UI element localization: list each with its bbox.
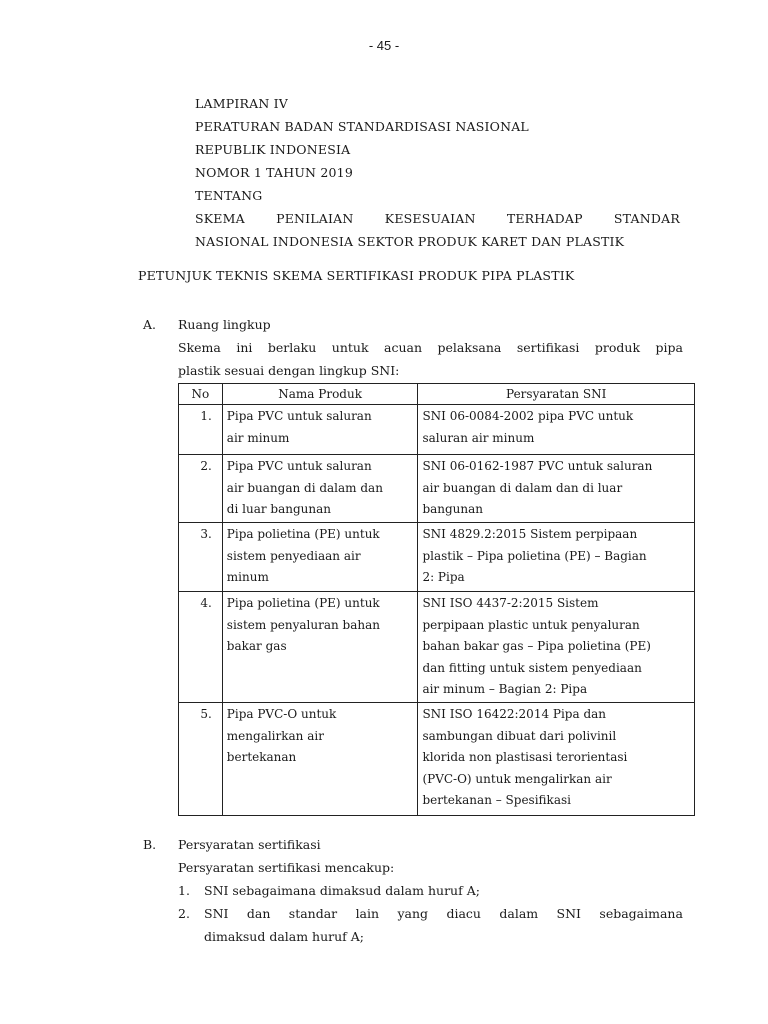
cell-line: sambungan dibuat dari polivinil: [422, 728, 617, 743]
table-row: [179, 592, 695, 703]
column-header-product: Nama Produk: [222, 384, 418, 405]
cell-line: saluran air minum: [422, 430, 535, 445]
list-number: 1.: [178, 883, 190, 898]
table-row: [179, 455, 695, 523]
header-word: KESESUAIAN: [384, 211, 476, 226]
list-word: dan: [246, 906, 271, 921]
cell-line: Pipa polietina (PE) untuk: [226, 527, 380, 541]
section-a-heading: Ruang lingkup: [178, 317, 271, 332]
intro-word: produk: [594, 340, 641, 355]
cell-line: 2: Pipa: [422, 570, 465, 584]
cell-line: mengalirkan air: [226, 728, 324, 743]
intro-word: acuan: [384, 340, 423, 355]
intro-word: Skema: [178, 340, 221, 355]
column-header-sni: Persyaratan SNI: [418, 384, 695, 405]
cell-line: sistem penyediaan air: [226, 548, 361, 563]
document-title: PETUNJUK TEKNIS SKEMA SERTIFIKASI PRODUK PIPA PLASTIK: [138, 268, 575, 283]
header-line: REPUBLIK INDONESIA: [195, 142, 351, 157]
list-item: [178, 902, 683, 925]
cell-line: air buangan di dalam dan: [226, 480, 383, 495]
section-a-intro-line1: [178, 336, 683, 359]
cell-line: sistem penyaluran bahan: [226, 617, 380, 632]
product-cell: [222, 703, 418, 816]
row-number: 5.: [179, 703, 223, 816]
cell-line: (PVC-O) untuk mengalirkan air: [422, 771, 612, 786]
cell-line: SNI 06-0162-1987 PVC untuk saluran: [422, 459, 653, 473]
table-header-row: [179, 384, 695, 405]
list-word: dalam: [499, 906, 539, 921]
sni-cell: [418, 703, 695, 816]
document-header: [195, 92, 680, 253]
list-number: 2.: [178, 906, 190, 921]
sni-cell: [418, 405, 695, 455]
cell-line: SNI 06-0084-2002 pipa PVC untuk: [422, 409, 634, 423]
list-word: standar: [288, 906, 338, 921]
header-line: LAMPIRAN IV: [195, 96, 288, 111]
cell-line: plastik – Pipa polietina (PE) – Bagian: [422, 548, 647, 563]
cell-line: bertekanan: [226, 750, 297, 764]
product-cell: [222, 405, 418, 455]
sni-table: [178, 383, 695, 816]
row-number: 1.: [179, 405, 223, 455]
list-word: SNI: [556, 906, 581, 921]
product-cell: [222, 455, 418, 523]
intro-word: pelaksana: [437, 340, 502, 355]
section-a-label: A.: [143, 317, 157, 332]
header-subject-line1: [195, 207, 680, 230]
header-line: NOMOR 1 TAHUN 2019: [195, 165, 353, 180]
cell-line: perpipaan plastic untuk penyaluran: [422, 617, 640, 632]
header-line: PERATURAN BADAN STANDARDISASI NASIONAL: [195, 119, 529, 134]
header-word: SKEMA: [195, 211, 245, 226]
cell-line: air minum: [226, 430, 290, 445]
list-word: lain: [355, 906, 380, 921]
row-number: 2.: [179, 455, 223, 523]
list-word: diacu: [446, 906, 481, 921]
sni-cell: [418, 592, 695, 703]
cell-line: bertekanan – Spesifikasi: [422, 793, 571, 807]
cell-line: dan fitting untuk sistem penyediaan: [422, 660, 642, 675]
column-header-no: No: [179, 384, 223, 405]
row-number: 4.: [179, 592, 223, 703]
header-word: PENILAIAN: [276, 211, 354, 226]
cell-line: bahan bakar gas – Pipa polietina (PE): [422, 639, 651, 653]
cell-line: Pipa PVC-O untuk: [226, 707, 337, 721]
header-word: TERHADAP: [506, 211, 583, 226]
cell-line: SNI ISO 16422:2014 Pipa dan: [422, 707, 607, 721]
list-item-continuation: [178, 925, 683, 948]
list-text: [204, 902, 683, 925]
sni-cell: [418, 523, 695, 592]
list-word: yang: [397, 906, 429, 921]
cell-line: Pipa PVC untuk saluran: [226, 459, 372, 473]
header-subject-line2: NASIONAL INDONESIA SEKTOR PRODUK KARET DAN PLASTIK: [195, 234, 625, 249]
cell-line: bakar gas: [226, 639, 287, 653]
cell-line: SNI 4829.2:2015 Sistem perpipaan: [422, 527, 638, 541]
list-word: SNI: [204, 906, 229, 921]
intro-word: untuk: [331, 340, 369, 355]
list-item: [178, 879, 683, 902]
cell-line: SNI ISO 4437-2:2015 Sistem: [422, 596, 599, 610]
intro-word: sertifikasi: [516, 340, 580, 355]
cell-line: minum: [226, 570, 269, 584]
sni-cell: [418, 455, 695, 523]
list-text: SNI sebagaimana dimaksud dalam huruf A;: [204, 883, 480, 898]
cell-line: klorida non plastisasi terorientasi: [422, 750, 628, 764]
section-b-heading: Persyaratan sertifikasi: [178, 837, 321, 852]
header-word: STANDAR: [613, 211, 680, 226]
table-row: [179, 405, 695, 455]
list-word: sebagaimana: [599, 906, 683, 921]
cell-line: bangunan: [422, 502, 484, 516]
cell-line: Pipa PVC untuk saluran: [226, 409, 372, 423]
section-a-intro-line2: plastik sesuai dengan lingkup SNI:: [178, 363, 400, 378]
table-row: [179, 523, 695, 592]
list-text: dimaksud dalam huruf A;: [204, 929, 365, 944]
product-cell: [222, 592, 418, 703]
section-b-label: B.: [143, 837, 157, 852]
header-line: TENTANG: [195, 188, 263, 203]
intro-word: berlaku: [267, 340, 317, 355]
product-cell: [222, 523, 418, 592]
cell-line: Pipa polietina (PE) untuk: [226, 596, 380, 610]
page-number: - 45 -: [368, 38, 400, 53]
row-number: 3.: [179, 523, 223, 592]
section-b-intro: Persyaratan sertifikasi mencakup:: [178, 860, 395, 875]
intro-word: ini: [236, 340, 253, 355]
intro-word: pipa: [655, 340, 683, 355]
cell-line: air minum – Bagian 2: Pipa: [422, 682, 588, 696]
table-row: [179, 703, 695, 816]
cell-line: di luar bangunan: [226, 502, 331, 516]
cell-line: air buangan di dalam dan di luar: [422, 480, 623, 495]
